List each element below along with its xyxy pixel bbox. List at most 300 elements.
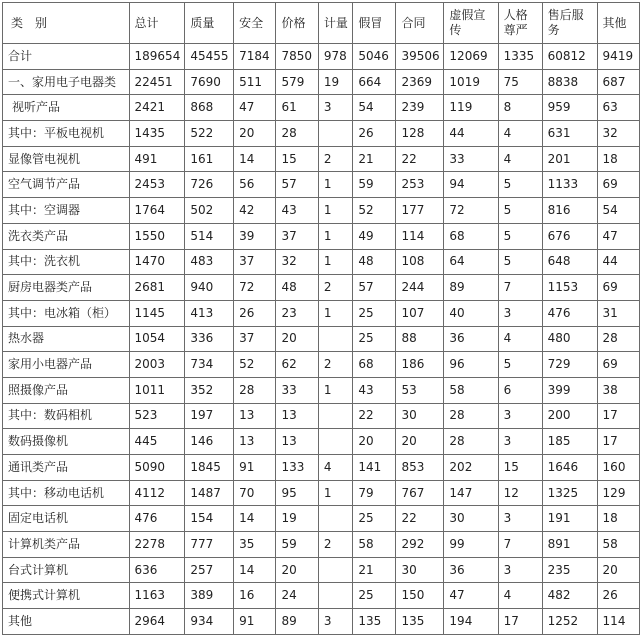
value-cell: 579 [276,69,318,95]
value-cell: 89 [276,609,318,635]
value-cell: 79 [353,480,396,506]
column-header: 质量 [185,3,234,44]
value-cell: 2278 [129,532,185,558]
value-cell: 352 [185,377,234,403]
value-cell: 6 [498,377,542,403]
value-cell: 1 [318,172,352,198]
value-cell: 15 [276,146,318,172]
value-cell: 244 [396,275,444,301]
value-cell: 476 [129,506,185,532]
value-cell: 52 [353,198,396,224]
value-cell: 511 [234,69,276,95]
value-cell: 4 [318,455,352,481]
value-cell: 5 [498,172,542,198]
value-cell: 483 [185,249,234,275]
value-cell: 202 [444,455,498,481]
value-cell: 58 [444,377,498,403]
value-cell: 1845 [185,455,234,481]
value-cell: 13 [234,429,276,455]
value-cell: 135 [396,609,444,635]
value-cell: 4112 [129,480,185,506]
value-cell: 135 [353,609,396,635]
value-cell: 336 [185,326,234,352]
value-cell: 21 [353,557,396,583]
value-cell: 978 [318,44,352,70]
table-row [3,429,640,455]
value-cell: 62 [276,352,318,378]
value-cell: 2 [318,146,352,172]
value-cell: 91 [234,609,276,635]
value-cell: 58 [353,532,396,558]
value-cell: 2369 [396,69,444,95]
value-cell: 32 [597,121,639,147]
category-cell: 便携式计算机 [3,583,130,609]
value-cell: 20 [276,557,318,583]
value-cell: 7184 [234,44,276,70]
value-cell: 37 [234,249,276,275]
table-row [3,44,640,70]
table-row [3,172,640,198]
value-cell: 58 [597,532,639,558]
value-cell: 75 [498,69,542,95]
value-cell: 940 [185,275,234,301]
value-cell: 22 [396,506,444,532]
value-cell [318,326,352,352]
value-cell: 21 [353,146,396,172]
value-cell: 33 [276,377,318,403]
value-cell: 1011 [129,377,185,403]
value-cell: 3 [498,403,542,429]
value-cell: 28 [444,429,498,455]
value-cell: 3 [498,429,542,455]
value-cell: 4 [498,326,542,352]
value-cell: 64 [444,249,498,275]
value-cell: 1153 [542,275,597,301]
value-cell: 5 [498,198,542,224]
value-cell: 816 [542,198,597,224]
value-cell [318,583,352,609]
value-cell: 1054 [129,326,185,352]
value-cell: 49 [353,223,396,249]
value-cell: 23 [276,300,318,326]
value-cell: 687 [597,69,639,95]
value-cell: 257 [185,557,234,583]
value-cell: 30 [444,506,498,532]
column-header: 人格尊严 [498,3,542,44]
value-cell: 2003 [129,352,185,378]
value-cell: 54 [353,95,396,121]
value-cell: 8838 [542,69,597,95]
value-cell: 4 [498,583,542,609]
value-cell [318,506,352,532]
table-row [3,455,640,481]
value-cell: 25 [353,506,396,532]
value-cell: 413 [185,300,234,326]
value-cell: 160 [597,455,639,481]
value-cell: 2681 [129,275,185,301]
category-cell: 合计 [3,44,130,70]
value-cell: 399 [542,377,597,403]
value-cell: 18 [597,506,639,532]
value-cell: 767 [396,480,444,506]
value-cell: 200 [542,403,597,429]
value-cell: 108 [396,249,444,275]
value-cell: 185 [542,429,597,455]
value-cell: 1335 [498,44,542,70]
value-cell: 60812 [542,44,597,70]
value-cell: 28 [444,403,498,429]
table-row [3,326,640,352]
category-cell: 台式计算机 [3,557,130,583]
category-cell: 其中：移动电话机 [3,480,130,506]
value-cell: 35 [234,532,276,558]
value-cell: 201 [542,146,597,172]
category-cell: 其中：空调器 [3,198,130,224]
complaint-statistics-table [2,2,640,635]
value-cell: 20 [396,429,444,455]
value-cell: 5046 [353,44,396,70]
category-cell: 其中：洗衣机 [3,249,130,275]
value-cell: 33 [444,146,498,172]
value-cell: 2453 [129,172,185,198]
value-cell: 292 [396,532,444,558]
value-cell: 61 [276,95,318,121]
value-cell: 13 [234,403,276,429]
value-cell: 636 [129,557,185,583]
table-row [3,198,640,224]
value-cell: 194 [444,609,498,635]
value-cell: 1133 [542,172,597,198]
value-cell: 1470 [129,249,185,275]
value-cell: 1646 [542,455,597,481]
column-header: 假冒 [353,3,396,44]
value-cell: 648 [542,249,597,275]
value-cell: 150 [396,583,444,609]
table-row [3,480,640,506]
value-cell: 47 [597,223,639,249]
value-cell: 19 [276,506,318,532]
category-cell: 固定电话机 [3,506,130,532]
value-cell: 14 [234,146,276,172]
value-cell: 37 [234,326,276,352]
table-row [3,557,640,583]
value-cell: 52 [234,352,276,378]
value-cell: 5 [498,249,542,275]
value-cell: 42 [234,198,276,224]
category-cell: 一、家用电子电器类 [3,69,130,95]
value-cell [318,121,352,147]
value-cell: 20 [597,557,639,583]
value-cell: 2 [318,532,352,558]
value-cell: 191 [542,506,597,532]
value-cell: 59 [276,532,318,558]
table-row [3,300,640,326]
category-cell: 显像管电视机 [3,146,130,172]
category-cell: 空气调节产品 [3,172,130,198]
value-cell: 3 [498,506,542,532]
value-cell: 235 [542,557,597,583]
value-cell: 12069 [444,44,498,70]
value-cell: 69 [597,172,639,198]
value-cell: 934 [185,609,234,635]
table-row [3,352,640,378]
value-cell: 523 [129,403,185,429]
column-header: 其他 [597,3,639,44]
value-cell: 1 [318,377,352,403]
value-cell: 1145 [129,300,185,326]
value-cell: 68 [444,223,498,249]
value-cell: 39 [234,223,276,249]
value-cell: 69 [597,275,639,301]
value-cell: 22 [396,146,444,172]
table-row [3,403,640,429]
value-cell: 1163 [129,583,185,609]
value-cell: 47 [234,95,276,121]
value-cell: 1 [318,300,352,326]
value-cell: 39506 [396,44,444,70]
value-cell: 30 [396,557,444,583]
table-body [3,44,640,635]
value-cell: 68 [353,352,396,378]
value-cell: 43 [276,198,318,224]
value-cell: 7 [498,532,542,558]
table-row [3,223,640,249]
category-cell: 其他 [3,609,130,635]
category-cell: 数码摄像机 [3,429,130,455]
column-header: 类 别 [3,3,130,44]
value-cell: 1487 [185,480,234,506]
column-header: 计量 [318,3,352,44]
value-cell: 99 [444,532,498,558]
value-cell: 853 [396,455,444,481]
value-cell: 729 [542,352,597,378]
column-header: 虚假宣传 [444,3,498,44]
value-cell: 12 [498,480,542,506]
value-cell: 476 [542,300,597,326]
value-cell: 56 [234,172,276,198]
value-cell: 28 [276,121,318,147]
value-cell: 141 [353,455,396,481]
value-cell: 482 [542,583,597,609]
value-cell: 30 [396,403,444,429]
value-cell: 14 [234,557,276,583]
value-cell: 54 [597,198,639,224]
value-cell: 17 [597,429,639,455]
value-cell: 1 [318,480,352,506]
table-header-row [3,3,640,44]
table-row [3,249,640,275]
category-cell: 其中：平板电视机 [3,121,130,147]
value-cell: 26 [597,583,639,609]
value-cell: 2421 [129,95,185,121]
value-cell: 114 [597,609,639,635]
value-cell: 38 [597,377,639,403]
value-cell: 2964 [129,609,185,635]
value-cell: 128 [396,121,444,147]
value-cell: 445 [129,429,185,455]
value-cell: 18 [597,146,639,172]
value-cell: 32 [276,249,318,275]
value-cell: 129 [597,480,639,506]
value-cell: 48 [353,249,396,275]
value-cell: 9419 [597,44,639,70]
value-cell: 72 [234,275,276,301]
value-cell: 676 [542,223,597,249]
value-cell: 480 [542,326,597,352]
value-cell: 891 [542,532,597,558]
value-cell: 114 [396,223,444,249]
value-cell: 253 [396,172,444,198]
value-cell: 20 [276,326,318,352]
value-cell: 1 [318,223,352,249]
value-cell: 4 [498,121,542,147]
value-cell: 89 [444,275,498,301]
value-cell: 734 [185,352,234,378]
table-row [3,146,640,172]
value-cell: 44 [597,249,639,275]
value-cell: 133 [276,455,318,481]
value-cell: 36 [444,557,498,583]
value-cell: 17 [597,403,639,429]
value-cell: 44 [444,121,498,147]
table-row [3,69,640,95]
value-cell: 7690 [185,69,234,95]
category-cell: 热水器 [3,326,130,352]
value-cell: 63 [597,95,639,121]
value-cell: 189654 [129,44,185,70]
value-cell: 4 [498,146,542,172]
category-cell: 通讯类产品 [3,455,130,481]
value-cell: 8 [498,95,542,121]
value-cell: 959 [542,95,597,121]
value-cell: 664 [353,69,396,95]
value-cell: 522 [185,121,234,147]
value-cell: 70 [234,480,276,506]
table-row [3,95,640,121]
value-cell: 88 [396,326,444,352]
value-cell: 36 [444,326,498,352]
column-header: 安全 [234,3,276,44]
table-row [3,377,640,403]
category-cell: 家用小电器产品 [3,352,130,378]
value-cell: 14 [234,506,276,532]
value-cell: 5 [498,352,542,378]
table-row [3,583,640,609]
value-cell: 57 [276,172,318,198]
value-cell: 69 [597,352,639,378]
value-cell: 25 [353,583,396,609]
value-cell: 154 [185,506,234,532]
table-row [3,609,640,635]
value-cell: 514 [185,223,234,249]
value-cell: 91 [234,455,276,481]
value-cell: 20 [353,429,396,455]
value-cell: 161 [185,146,234,172]
category-cell: 其中：数码相机 [3,403,130,429]
value-cell: 37 [276,223,318,249]
value-cell: 47 [444,583,498,609]
value-cell: 3 [318,95,352,121]
value-cell: 94 [444,172,498,198]
value-cell: 15 [498,455,542,481]
value-cell: 197 [185,403,234,429]
value-cell: 147 [444,480,498,506]
value-cell: 868 [185,95,234,121]
value-cell: 2 [318,352,352,378]
table-row [3,506,640,532]
category-cell: 计算机类产品 [3,532,130,558]
value-cell: 389 [185,583,234,609]
value-cell: 2 [318,275,352,301]
value-cell: 40 [444,300,498,326]
value-cell: 28 [597,326,639,352]
value-cell: 1435 [129,121,185,147]
value-cell: 31 [597,300,639,326]
value-cell: 777 [185,532,234,558]
value-cell: 107 [396,300,444,326]
value-cell: 43 [353,377,396,403]
value-cell: 57 [353,275,396,301]
value-cell: 5 [498,223,542,249]
table-row [3,121,640,147]
value-cell: 48 [276,275,318,301]
category-cell: 厨房电器类产品 [3,275,130,301]
value-cell: 95 [276,480,318,506]
value-cell: 1325 [542,480,597,506]
value-cell: 1 [318,249,352,275]
value-cell: 28 [234,377,276,403]
category-cell: 其中：电冰箱（柜） [3,300,130,326]
value-cell: 7 [498,275,542,301]
value-cell [318,557,352,583]
value-cell: 119 [444,95,498,121]
value-cell: 491 [129,146,185,172]
value-cell: 502 [185,198,234,224]
value-cell: 19 [318,69,352,95]
column-header: 合同 [396,3,444,44]
value-cell: 186 [396,352,444,378]
value-cell: 13 [276,429,318,455]
value-cell: 146 [185,429,234,455]
value-cell: 22451 [129,69,185,95]
value-cell [318,403,352,429]
value-cell: 7850 [276,44,318,70]
value-cell: 239 [396,95,444,121]
value-cell: 20 [234,121,276,147]
value-cell: 1764 [129,198,185,224]
value-cell: 1 [318,198,352,224]
value-cell: 59 [353,172,396,198]
value-cell: 1019 [444,69,498,95]
value-cell: 1550 [129,223,185,249]
value-cell: 25 [353,300,396,326]
value-cell: 26 [353,121,396,147]
value-cell: 96 [444,352,498,378]
value-cell: 3 [318,609,352,635]
value-cell [318,429,352,455]
column-header: 价格 [276,3,318,44]
column-header: 总计 [129,3,185,44]
value-cell: 25 [353,326,396,352]
table-row [3,532,640,558]
category-cell: 照摄像产品 [3,377,130,403]
value-cell: 24 [276,583,318,609]
value-cell: 177 [396,198,444,224]
value-cell: 53 [396,377,444,403]
category-cell: 视听产品 [3,95,130,121]
value-cell: 726 [185,172,234,198]
value-cell: 13 [276,403,318,429]
